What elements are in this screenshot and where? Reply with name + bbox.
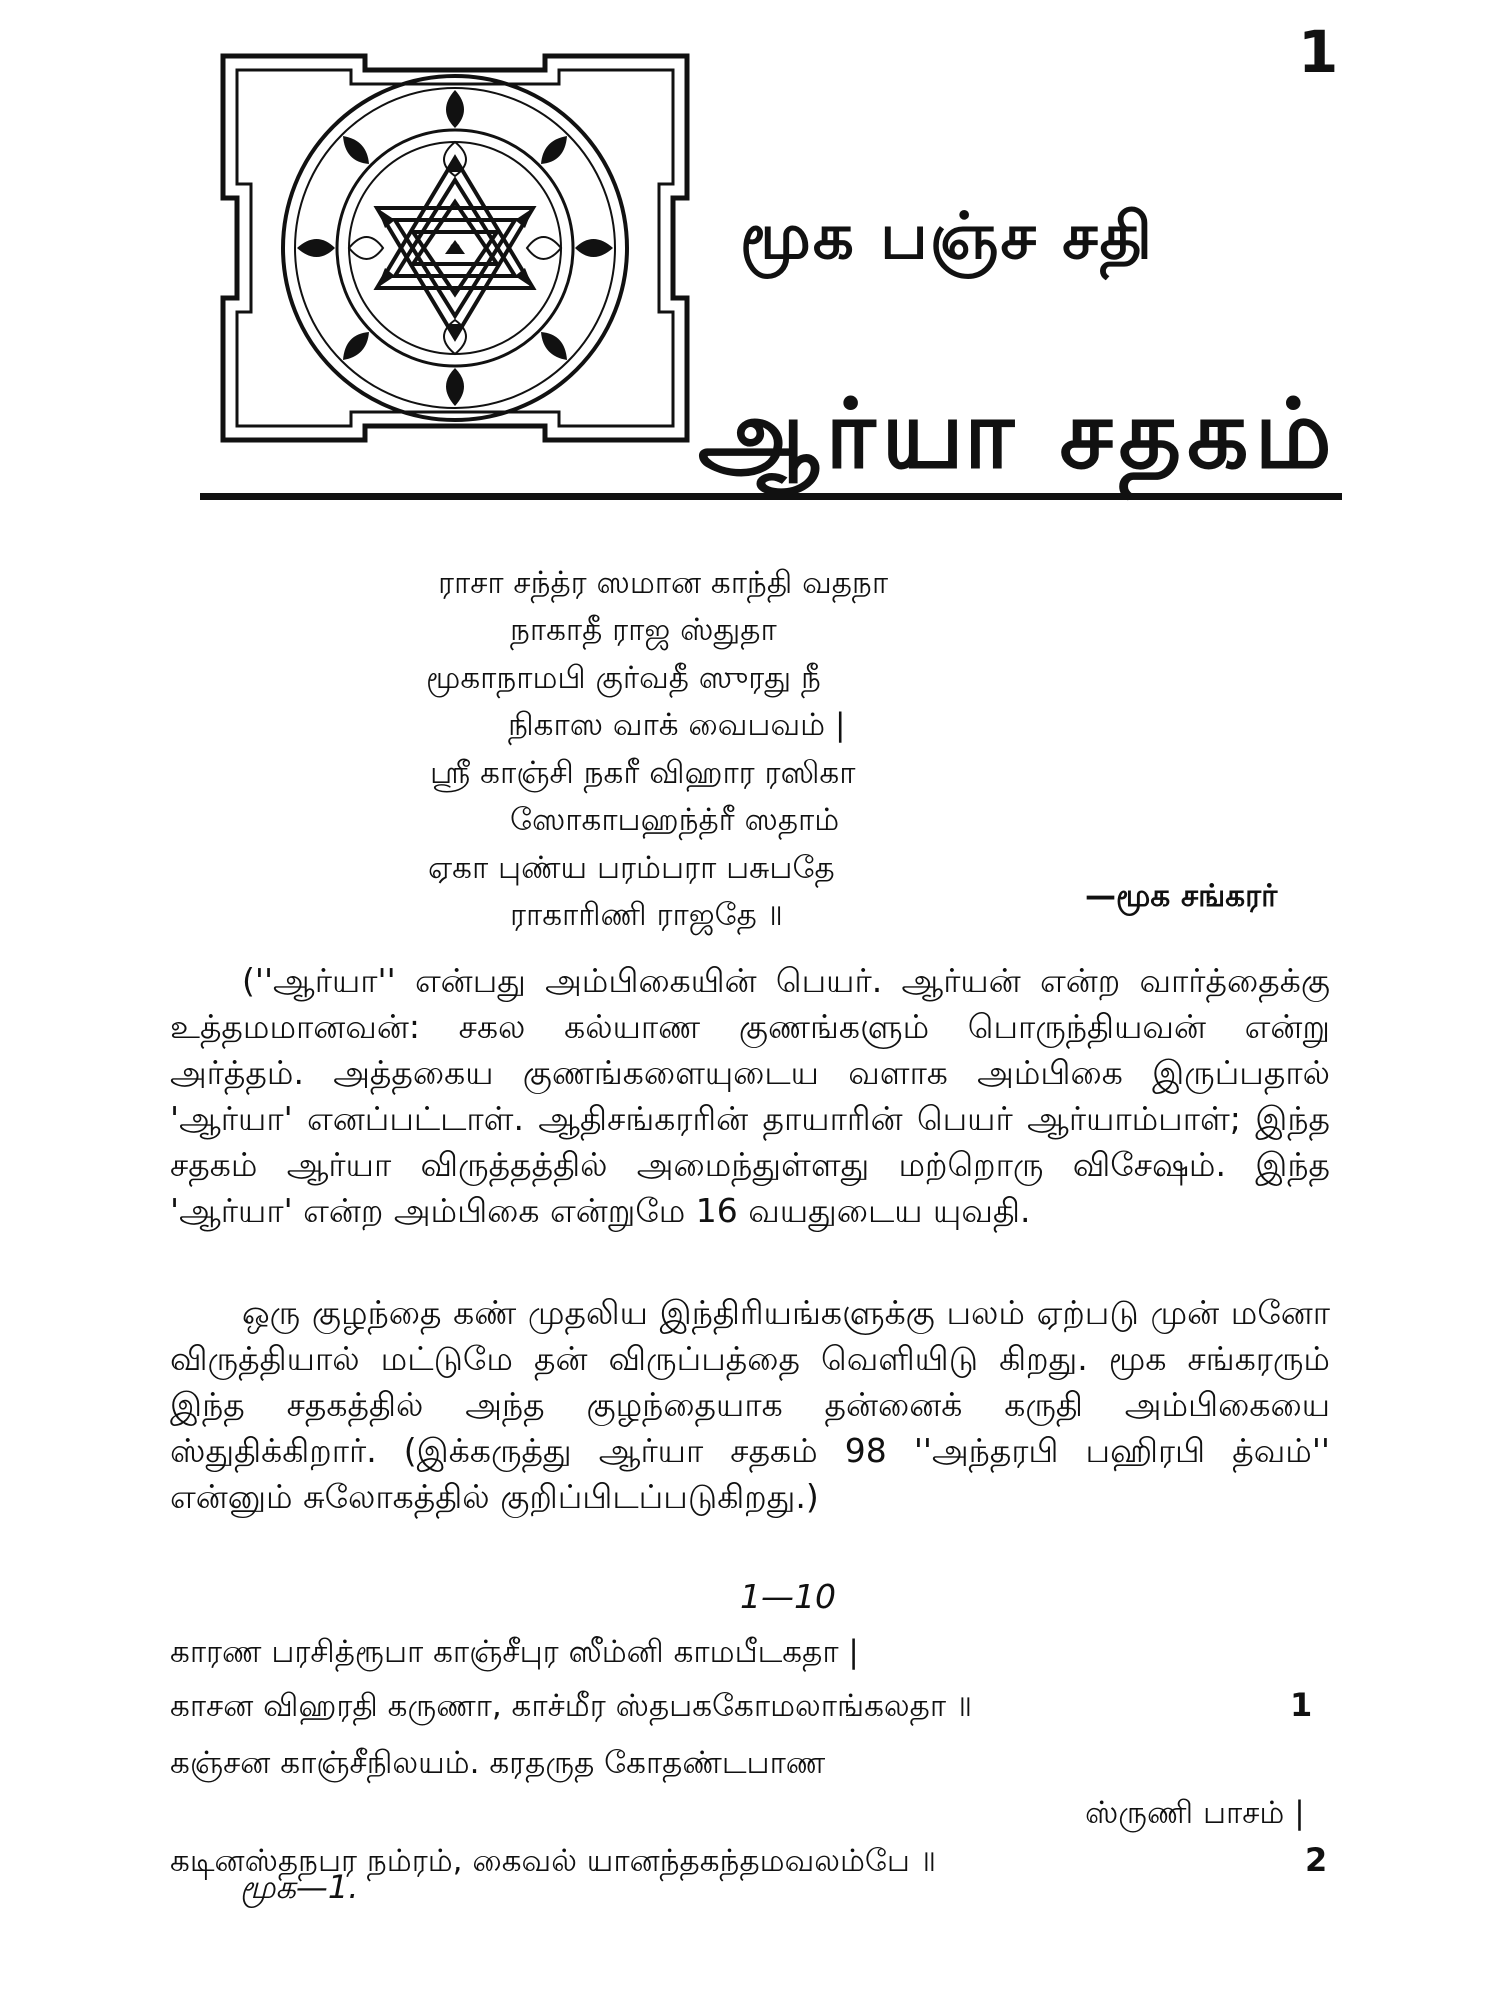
sloka-line: காசன விஹரதி கருணா, காச்மீர ஸ்தபககோமலாங்கலதா ॥ [170, 1688, 973, 1724]
section-heading: 1—10 [740, 1577, 836, 1616]
sloka-number: 1 [1290, 1686, 1313, 1724]
intro-paragraph [170, 958, 1330, 1234]
footer-signature: மூக—1. [240, 1868, 359, 1906]
verse-line: ஸோகாபஹந்த்ரீ ஸதாம் [510, 802, 840, 838]
series-title: மூக பஞ்ச சதி [740, 200, 1155, 274]
title-divider [200, 493, 1342, 500]
sloka-line: கஞ்சன காஞ்சீநிலயம். கரதருத கோதண்டபாண [170, 1745, 826, 1781]
sloka-line: கடினஸ்தநபர நம்ரம், கைவல் யானந்தகந்தமவலம்பே ॥ [170, 1843, 937, 1879]
verse-line: மூகாநாமபி குர்வதீ ஸுரது நீ [426, 660, 821, 696]
book-title: ஆர்யா சதகம் [698, 378, 1338, 490]
verse-line: ராகாரிணி ராஜதே ॥ [510, 897, 783, 933]
verse-line: ஸ்ரீ காஞ்சி நகரீ விஹார ரஸிகா [430, 755, 856, 791]
verse-line: ராசா சந்த்ர ஸமான காந்தி வதநா [438, 565, 889, 601]
paragraph-text: ஒரு குழந்தை கண் முதலிய இந்திரியங்களுக்கு பலம் ஏற்படு முன் மனோ விருத்தியால் மட்டுமே தன் விருப்பத்தை வெளியிடு கிறது. மூக சங்கரரும் இந்த சதகத்தில் அந்த குழந்தையாக தன்னைக் கருதி அம்பிகையை ஸ்துதிக்கிறார். (இக்கருத்து ஆர்யா சதகம் 98 ''அந்தரபி பஹிரபி த்வம்'' என்னும் சுலோகத்தில் குறிப்பிடப்படுகிறது.) [170, 1293, 1330, 1516]
verse-line: நிகாஸ வாக் வைபவம் | [508, 707, 846, 743]
sri-chakra-yantra-icon [215, 48, 695, 448]
verse-line: ஏகா புண்ய பரம்பரா பசுபதே [428, 850, 835, 886]
paragraph-text: (''ஆர்யா'' என்பது அம்பிகையின் பெயர். ஆர்யன் என்ற வார்த்தைக்கு உத்தமமானவன்: சகல கல்யாண குணங்களும் பொருந்தியவன் என்று அர்த்தம். அத்தகைய குணங்களையுடைய வளாக அம்பிகை இருப்பதால் 'ஆர்யா' எனப்பட்டாள். ஆதிசங்கரரின் தாயாரின் பெயர் ஆர்யாம்பாள்; இந்த சதகம் ஆர்யா விருத்தத்தில் அமைந்துள்ளது மற்றொரு விசேஷம். இந்த 'ஆர்யா' என்ற அம்பிகை என்றுமே 16 வயதுடைய யுவதி. [170, 961, 1330, 1230]
sloka-line: ஸ்ருணி பாசம் | [1085, 1795, 1305, 1831]
intro-paragraph [170, 1290, 1330, 1520]
page-number: 1 [1298, 18, 1339, 86]
verse-author: —மூக சங்கரர் [1085, 878, 1278, 914]
sloka-number: 2 [1305, 1841, 1328, 1879]
verse-line: நாகாதீ ராஜ ஸ்துதா [510, 612, 777, 648]
sloka-line: காரண பரசித்ரூபா காஞ்சீபுர ஸீம்னி காமபீடகதா | [170, 1634, 859, 1670]
